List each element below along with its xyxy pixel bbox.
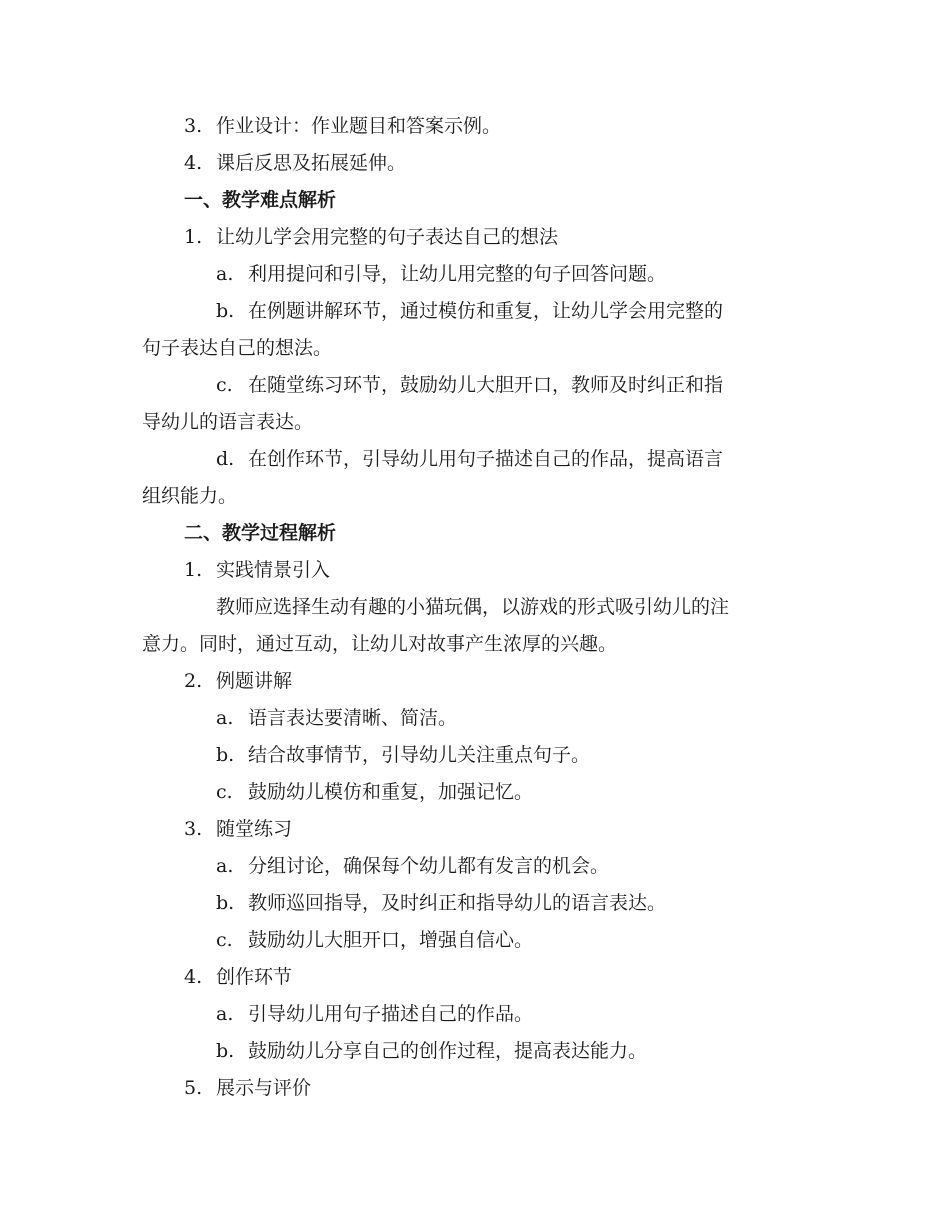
paragraph-text: 教师应选择生动有趣的小猫玩偶，以游戏的形式吸引幼儿的注 — [216, 596, 730, 618]
list-number: 4. — [184, 152, 203, 174]
list-text: 例题讲解 — [216, 670, 293, 692]
sub-list-item — [142, 885, 808, 922]
list-number: 3. — [184, 818, 203, 840]
sub-text: 语言表达要清晰、简洁。 — [248, 707, 458, 729]
sub-label: b. — [216, 300, 235, 322]
sub-list-item — [142, 774, 808, 811]
sub-text: 引导幼儿用句子描述自己的作品。 — [248, 1003, 534, 1025]
sub-list-item — [142, 848, 808, 885]
sub-label: a. — [216, 1003, 234, 1025]
sub-text: 利用提问和引导，让幼儿用完整的句子回答问题。 — [248, 263, 667, 285]
sub-label: b. — [216, 892, 235, 914]
list-text: 创作环节 — [216, 966, 293, 988]
section-heading: 二、教学过程解析 — [184, 522, 337, 544]
list-item — [142, 552, 808, 589]
list-item — [142, 108, 808, 145]
sub-list-item — [142, 737, 808, 774]
list-number: 5. — [184, 1077, 203, 1099]
list-text: 作业设计：作业题目和答案示例。 — [216, 115, 502, 137]
sub-list-item — [142, 367, 808, 404]
sub-text: 在创作环节，引导幼儿用句子描述自己的作品，提高语言 — [248, 448, 724, 470]
list-text: 实践情景引入 — [216, 559, 331, 581]
sub-text-continuation: 导幼儿的语言表达。 — [142, 411, 314, 433]
sub-text: 结合故事情节，引导幼儿关注重点句子。 — [248, 744, 591, 766]
sub-label: b. — [216, 1040, 235, 1062]
sub-text: 鼓励幼儿模仿和重复，加强记忆。 — [248, 781, 534, 803]
sub-label: a. — [216, 263, 234, 285]
sub-label: c. — [216, 929, 233, 951]
list-number: 2. — [184, 670, 203, 692]
sub-label: d. — [216, 448, 235, 470]
list-text: 随堂练习 — [216, 818, 293, 840]
sub-label: a. — [216, 707, 234, 729]
section-heading: 一、教学难点解析 — [184, 189, 337, 211]
sub-text-continuation: 句子表达自己的想法。 — [142, 337, 333, 359]
list-number: 3. — [184, 115, 203, 137]
sub-label: a. — [216, 855, 234, 877]
sub-list-item — [142, 700, 808, 737]
list-number: 4. — [184, 966, 203, 988]
sub-list-item — [142, 1033, 808, 1070]
sub-text-continuation: 组织能力。 — [142, 485, 238, 507]
list-item — [142, 219, 808, 256]
list-text: 课后反思及拓展延伸。 — [216, 152, 407, 174]
sub-list-item — [142, 996, 808, 1033]
sub-list-item — [142, 293, 808, 330]
sub-text: 鼓励幼儿大胆开口，增强自信心。 — [248, 929, 534, 951]
sub-list-item — [142, 441, 808, 478]
list-item — [142, 663, 808, 700]
sub-text: 教师巡回指导，及时纠正和指导幼儿的语言表达。 — [248, 892, 667, 914]
list-text: 让幼儿学会用完整的句子表达自己的想法 — [216, 226, 559, 248]
list-item — [142, 1070, 808, 1107]
sub-text: 分组讨论，确保每个幼儿都有发言的机会。 — [248, 855, 610, 877]
sub-text: 在随堂练习环节，鼓励幼儿大胆开口，教师及时纠正和指 — [248, 374, 724, 396]
list-text: 展示与评价 — [216, 1077, 312, 1099]
document-body — [142, 108, 808, 1107]
sub-text: 鼓励幼儿分享自己的创作过程，提高表达能力。 — [248, 1040, 648, 1062]
sub-label: c. — [216, 374, 233, 396]
sub-list-item — [142, 922, 808, 959]
sub-label: b. — [216, 744, 235, 766]
sub-list-item — [142, 256, 808, 293]
list-item — [142, 959, 808, 996]
paragraph-continuation: 意力。同时，通过互动，让幼儿对故事产生浓厚的兴趣。 — [142, 633, 618, 655]
list-number: 1. — [184, 226, 203, 248]
sub-text: 在例题讲解环节，通过模仿和重复，让幼儿学会用完整的 — [248, 300, 724, 322]
list-item — [142, 811, 808, 848]
list-number: 1. — [184, 559, 203, 581]
list-item — [142, 145, 808, 182]
sub-label: c. — [216, 781, 233, 803]
paragraph — [142, 589, 808, 626]
